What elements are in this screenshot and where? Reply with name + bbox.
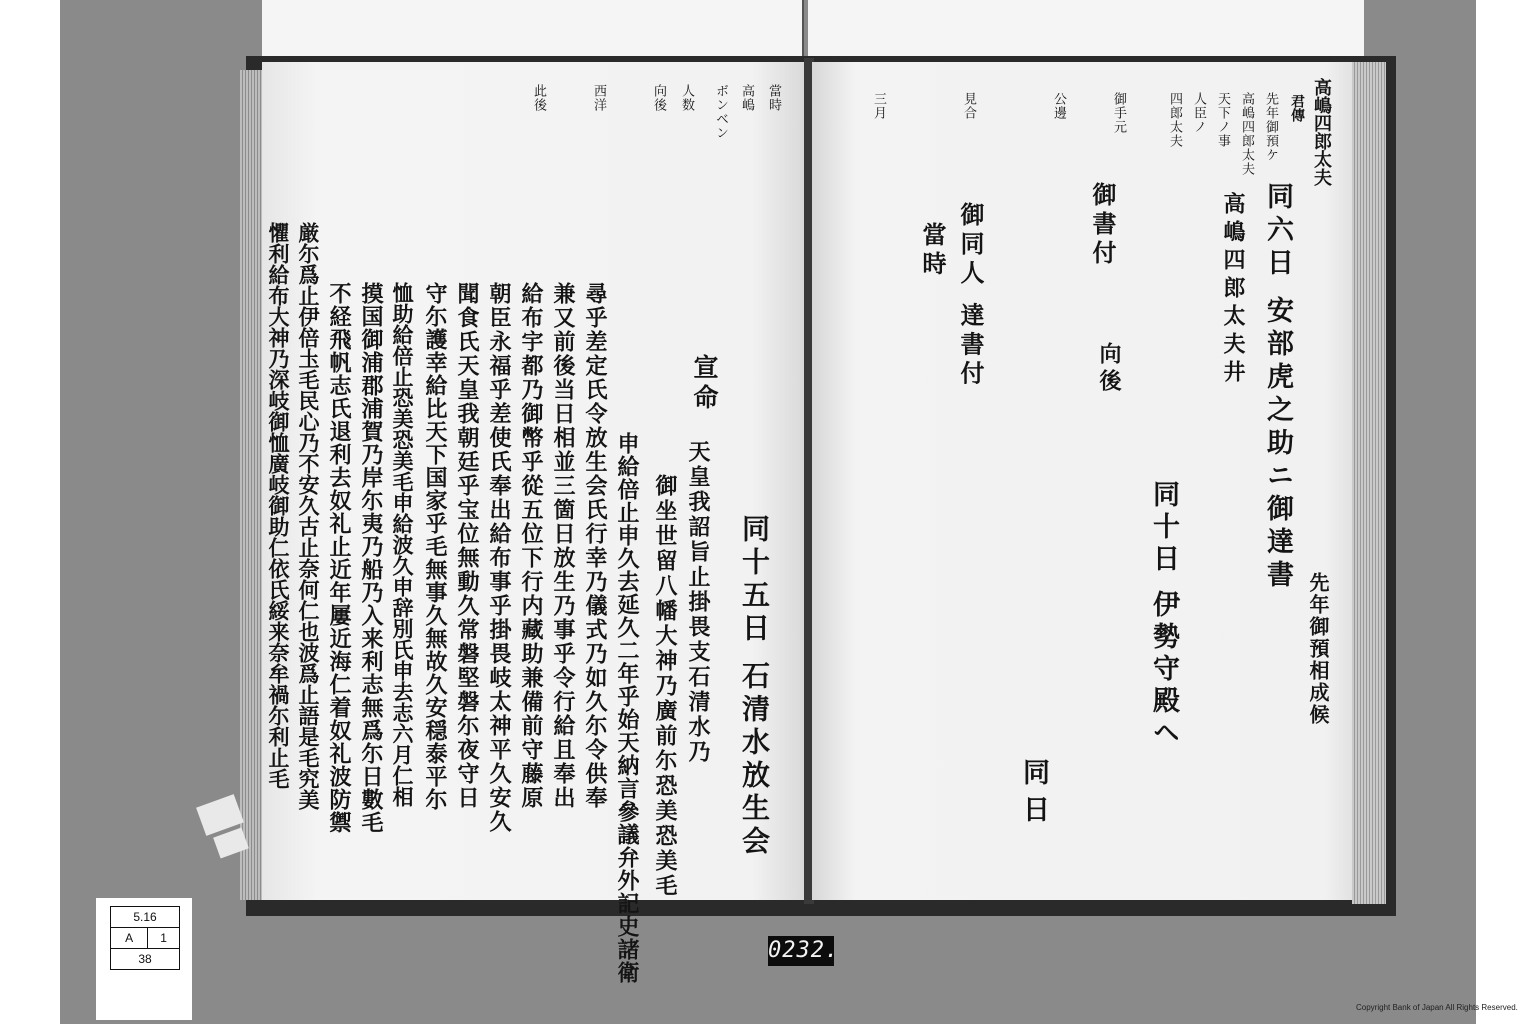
right-page [812,62,1352,900]
text-column: 厳尓爲止伊倍圡毛民心乃不安久古止奈何仁也波爲止語是毛究美 [296,222,321,810]
page-header-sub: 君傳 [1289,94,1305,122]
left-note: 向後 [651,84,666,112]
page-edges-right [1352,62,1386,904]
left-note: 此後 [531,84,546,112]
next-folio-right [808,0,1364,58]
text-column: 御坐世留八幡大神乃廣前尓恐美恐美毛 [652,474,678,899]
page-edges-left [240,70,262,900]
text-column: 當時 [918,222,947,280]
left-note: 人数 [679,84,694,112]
text-column: 不経飛帆志氏退利去奴礼止近年屢近海仁着奴礼波防禦 [326,282,352,834]
label-cell: 5.16 [111,907,180,928]
text-column: 尋乎差定氏令放生会氏行幸乃儀式乃如久尓令供奉 [582,282,608,810]
entry-heading: 同日 [1018,758,1049,832]
right-note: 四郎太夫 [1167,92,1182,148]
left-note: 西洋 [591,84,606,112]
text-column: 申給倍止申久去延久二年乎始天納言參議弁外記史諸衛 [614,432,640,984]
left-note: ボンベン [713,84,728,140]
right-note: 高嶋四郎太夫 [1239,92,1254,176]
right-note: 見合 [961,92,976,120]
next-folio-left [262,0,804,58]
text-column: 守尓護幸給比天下国家乎毛無事久無故久安穏泰平尓 [422,282,448,811]
label-cell: 38 [111,949,180,970]
entry-heading: 同六日 安部虎之助ニ御達書 [1262,182,1293,594]
text-column: 朝臣永福乎差使氏奉出給布事乎掛畏岐太神平久安久 [486,282,512,834]
right-note: 公邊 [1051,92,1066,120]
text-column: 聞食氏天皇我朝廷乎宝位無動久常磐堅磐尓夜守日 [454,282,480,810]
text-column: 恤助給倍止恐美恐美毛申給波久申辞別氏申去志六月仁相 [390,282,415,807]
right-note: 天下ノ事 [1215,92,1230,148]
heading-senmyo: 宣命 [690,354,719,414]
text-column: 摸国御浦郡浦賀乃岸尓夷乃船乃入来利志無爲尓日數毛 [358,282,384,834]
text-column: 向後 [1096,342,1122,396]
text-column: 御同人 達書付 [956,202,985,390]
label-cell: A [111,928,148,949]
copyright-notice: Copyright Bank of Japan All Rights Reserved. [1356,1003,1518,1012]
text-column: 懼利給布大神乃深岐御恤廣岐御助仁依氏綏来奈牟禍尓利止毛 [266,222,291,789]
text-column: 給布宇都乃御幣乎從五位下行内藏助兼備前守藤原 [518,282,544,810]
right-note: 御手元 [1111,92,1126,134]
text-column: 高嶋四郎太夫井 [1220,192,1246,388]
right-note: 三月 [871,92,886,120]
catalog-table [110,906,180,970]
right-note: 人臣ノ [1191,92,1206,134]
right-note: 先年御預ケ [1263,92,1278,162]
entry-heading: 同十日 伊勢守殿ヘ [1148,480,1179,751]
text-column: 先年御預相成候 [1306,572,1330,726]
text-column: 御書付 [1088,182,1117,269]
frame-number: 0232. [768,936,834,966]
page-header: 高嶋四郎太夫 [1311,78,1332,186]
heading-hojoe: 同十五日 石清水放生会 [738,514,771,859]
text-column: 兼又前後当日相並三箇日放生乃事乎令行給且奉出 [550,282,576,810]
left-note: 高嶋 [739,84,754,112]
catalog-label [96,898,192,1020]
label-cell: 1 [148,928,180,949]
text-column: 天皇我詔旨止掛畏支石清水乃 [685,440,711,765]
left-note: 當時 [766,84,781,112]
